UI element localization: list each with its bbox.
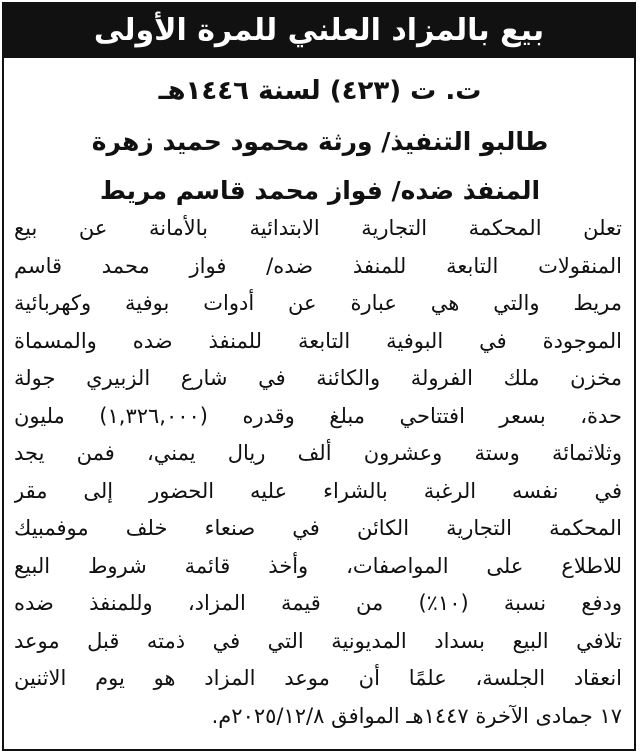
body-line: تعلن المحكمة التجارية الابتدائية بالأمانة عن بيع: [14, 216, 622, 240]
body-line: الموجودة في البوفية التابعة للمنفذ ضده والمسماة: [14, 328, 622, 353]
case-number: ت. ت (٤٢٣) لسنة ١٤٤٦هـ: [158, 76, 482, 106]
execution-applicants: طالبو التنفيذ/ ورثة محمود حميد زهرة: [91, 127, 549, 156]
body-line: ودفع نسبة (١٠٪) من قيمة المزاد، وللمنفذ ضده: [14, 591, 622, 615]
body-line: تلافي البيع بسداد المديونية التي في ذمته قبل موعد: [14, 628, 622, 653]
body-line: حدة، بسعر افتتاحي مبلغ وقدره (١,٣٢٦,٠٠٠) مليون: [14, 403, 622, 428]
body-line: المنقولات التابعة للمنفذ ضده/ فواز محمد قاسم: [14, 253, 622, 278]
notice-title: بيع بالمزاد العلني للمرة الأولى: [93, 13, 545, 48]
body-line: مريط والتي هي عبارة عن أدوات بوفية وكهربائية: [14, 291, 622, 315]
body-line: المحكمة التجارية الكائن في صنعاء خلف موفمبيك: [14, 516, 622, 540]
body-line: ١٧ جمادى الآخرة ١٤٤٧هـ الموافق ٢٠٢٥/١٢/٨م.: [211, 703, 622, 728]
body-line: انعقاد الجلسة، علمًا أن موعد المزاد هو يوم الاثنين: [14, 666, 622, 690]
body-line: في نفسه الرغبة بالشراء عليه الحضور إلى مقر: [14, 478, 622, 503]
notice-body: [14, 210, 622, 735]
body-line: للاطلاع على المواصفات، وأخذ قائمة شروط البيع: [14, 553, 622, 578]
body-line: وثلاثمائة وستة وعشرون ألف ريال يمني، فمن يجد: [14, 441, 622, 465]
body-line: مخزن ملك الفرولة والكائنة في شارع الزبيري جولة: [14, 366, 622, 390]
notice-title-banner: [4, 4, 634, 58]
execution-defendant: المنفذ ضده/ فواز محمد قاسم مريط: [99, 176, 541, 205]
